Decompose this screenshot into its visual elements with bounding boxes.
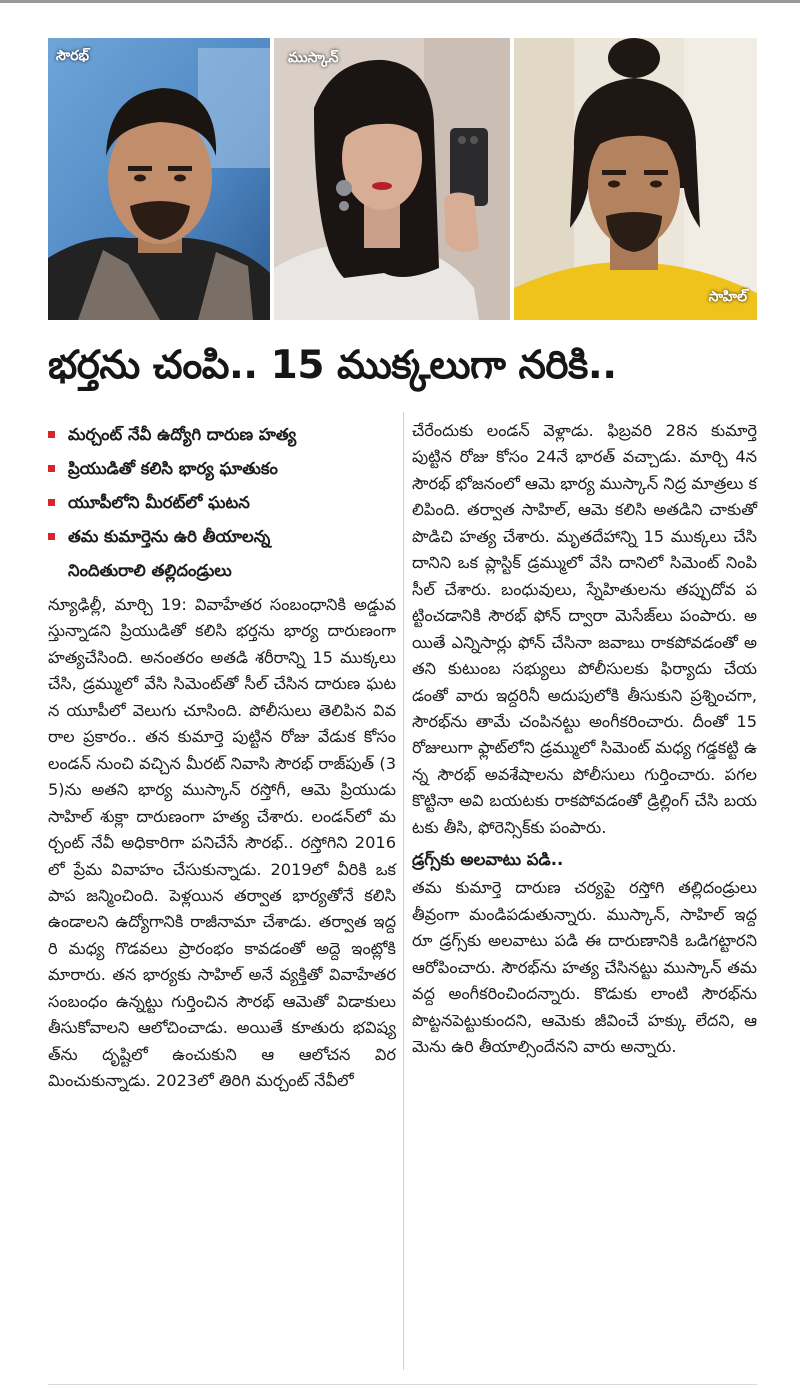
left-column: [48, 418, 396, 1095]
highlight-text: యూపీలోని మీరట్‌లో ఘటన: [68, 493, 250, 512]
highlight-continuation: నిందితురాలి తల్లిదండ్రులు: [68, 561, 232, 580]
photo-caption: సౌరభ్: [56, 48, 90, 64]
top-border: [0, 0, 800, 3]
article-body-left: న్యూఢిల్లీ, మార్చి 19: వివాహేతర సంబంధానికి అడ్డువస్తున్నాడని ప్రియుడితో కలిసి భర్తను భార్య దారుణంగా హత్యచేసింది. అనంతరం అతడి శరీరాన్ని 15 ముక్కలు చేసి, డ్రమ్ములో వేసి సిమెంట్‌తో సీల్ చేసిన దారుణ ఘటన యూపీలో వెలుగు చూసింది. పోలీసులు తెలిపిన వివరాల ప్రకారం.. తన కుమార్తె పుట్టిన రోజు వేడుక కోసం లండన్ నుంచి వచ్చిన మీరట్ నివాసి సౌరభ్ రాజ్‌పుత్ (35)ను అతని భార్య ముస్కాన్ రస్తోగీ, ఆమె ప్రియుడు సాహిల్ శుక్లా దారుణంగా హత్య చేశారు. లండన్‌లో మర్చంట్ నేవీ అధికారిగా పనిచేసే సౌరభ్.. రస్తోగిని 2016లో ప్రేమ వివాహం చేసుకున్నాడు. 2019లో వీరికి ఒక పాప జన్మించింది. పెళ్లయిన తర్వాత భార్యతోనే కలిసి ఉండాలని ఉద్యోగానికి రాజీనామా చేశాడు. తర్వాత ఇద్దరి మధ్య గొడవలు ప్రారంభం కావడంతో అద్దె ఇంట్లోకి మారారు. తన భార్యకు సాహిల్ అనే వ్యక్తితో వివాహేతర సంబంధం ఉన్నట్టు గుర్తించిన సౌరభ్ ఆమెతో విడాకులు తీసుకోవాలని ఆలోచించాడు. అయితే కూతురు భవిష్యత్‌ను దృష్టిలో ఉంచుకుని ఆ ఆలోచన విరమించుకున్నాడు. 2023లో తిరిగి మర్చంట్ నేవీలో: [48, 595, 396, 1091]
headline: భర్తను చంపి.. 15 ముక్కలుగా నరికి..: [48, 343, 617, 388]
photo-caption: సాహిల్: [708, 289, 747, 305]
highlight-item: [48, 418, 396, 452]
square-bullet-icon: [48, 533, 55, 540]
photo-saurabh: [48, 38, 270, 320]
highlight-list: [48, 418, 396, 588]
highlight-item: [48, 520, 396, 554]
article-body-right: చేరేందుకు లండన్ వెళ్లాడు. ఫిబ్రవరి 28న కుమార్తె పుట్టిన రోజు కోసం 24నే భారత్ వచ్చాడు. మార్చి 4న సౌరభ్ భోజనంలో ఆమె భార్య ముస్కాన్ నిద్ర మాత్రలు కలిపింది. తర్వాత సాహిల్, ఆమె కలిసి అతడిని చాకుతో పొడిచి హత్య చేశారు. మృతదేహాన్ని 15 ముక్కలు చేసి దానిని ఒక ప్లాస్టిక్ డ్రమ్ములో వేసి దానిలో సిమెంట్ నింపి సీల్ చేశారు. బంధువులు, స్నేహితులను తప్పుదోవ పట్టించడానికి సౌరభ్ ఫోన్ ద్వారా మెసేజ్‌లు పంపారు. అయితే ఎన్నిసార్లు ఫోన్ చేసినా జవాబు రాకపోవడంతో అతని కుటుంబ సభ్యులు పోలీసులకు ఫిర్యాదు చేయడంతో వారు ఇద్దరినీ అదుపులోకి తీసుకుని ప్రశ్నించగా, సౌరభ్‌ను తామే చంపినట్టు అంగీకరించారు. దీంతో 15 రోజులుగా ఫ్లాట్‌లోని డ్రమ్ములో సిమెంట్ మధ్య గడ్డకట్టి ఉన్న సౌరభ్ అవశేషాలను పోలీసులు గుర్తించారు. పగలకొట్టినా అవి బయటకు రాకపోవడంతో డ్రిల్లింగ్ చేసి బయటకు తీసి, ఫోరెన్సిక్‌కు పంపారు.: [412, 421, 757, 837]
square-bullet-icon: [48, 465, 55, 472]
photo-caption: ముస్కాన్: [288, 50, 339, 66]
square-bullet-icon: [48, 499, 55, 506]
photo-strip: [48, 38, 757, 320]
highlight-text: మర్చంట్ నేవీ ఉద్యోగి దారుణ హత్య: [68, 425, 297, 444]
highlight-item: [48, 452, 396, 486]
photo-sahil: [514, 38, 757, 320]
highlight-item: [48, 486, 396, 520]
article-body-right-2: తమ కుమార్తె దారుణ చర్యపై రస్తోగి తల్లిదండ్రులు తీవ్రంగా మండిపడుతున్నారు. ముస్కాన్, సాహిల్ ఇద్దరూ డ్రగ్స్‌కు అలవాటు పడి ఈ దారుణానికి ఒడిగట్టారని ఆరోపించారు. సౌరభ్‌ను హత్య చేసినట్టు ముస్కాన్ తమ వద్ద అంగీకరించిందన్నారు. కొడుకు లాంటి సౌరభ్‌ను పొట్టనపెట్టుకుందని, ఆమెకు జీవించే హక్కు లేదని, ఆమెను ఉరి తీయాల్సిందేనని వారు అన్నారు.: [412, 878, 757, 1056]
man-portrait-photo-icon: [48, 38, 270, 320]
column-divider: [403, 412, 404, 1370]
highlight-text: ప్రియుడితో కలిసి భార్య ఘాతుకం: [68, 459, 278, 478]
highlight-text: తమ కుమార్తెను ఉరి తీయాలన్న: [68, 527, 271, 546]
subheading: డ్రగ్స్‌కు అలవాటు పడి..: [412, 850, 564, 870]
photo-muskan: [274, 38, 510, 320]
accused-portrait-photo-icon: [514, 38, 757, 320]
woman-selfie-photo-icon: [274, 38, 510, 320]
right-column: [412, 418, 757, 1060]
bottom-border: [48, 1384, 757, 1385]
square-bullet-icon: [48, 431, 55, 438]
